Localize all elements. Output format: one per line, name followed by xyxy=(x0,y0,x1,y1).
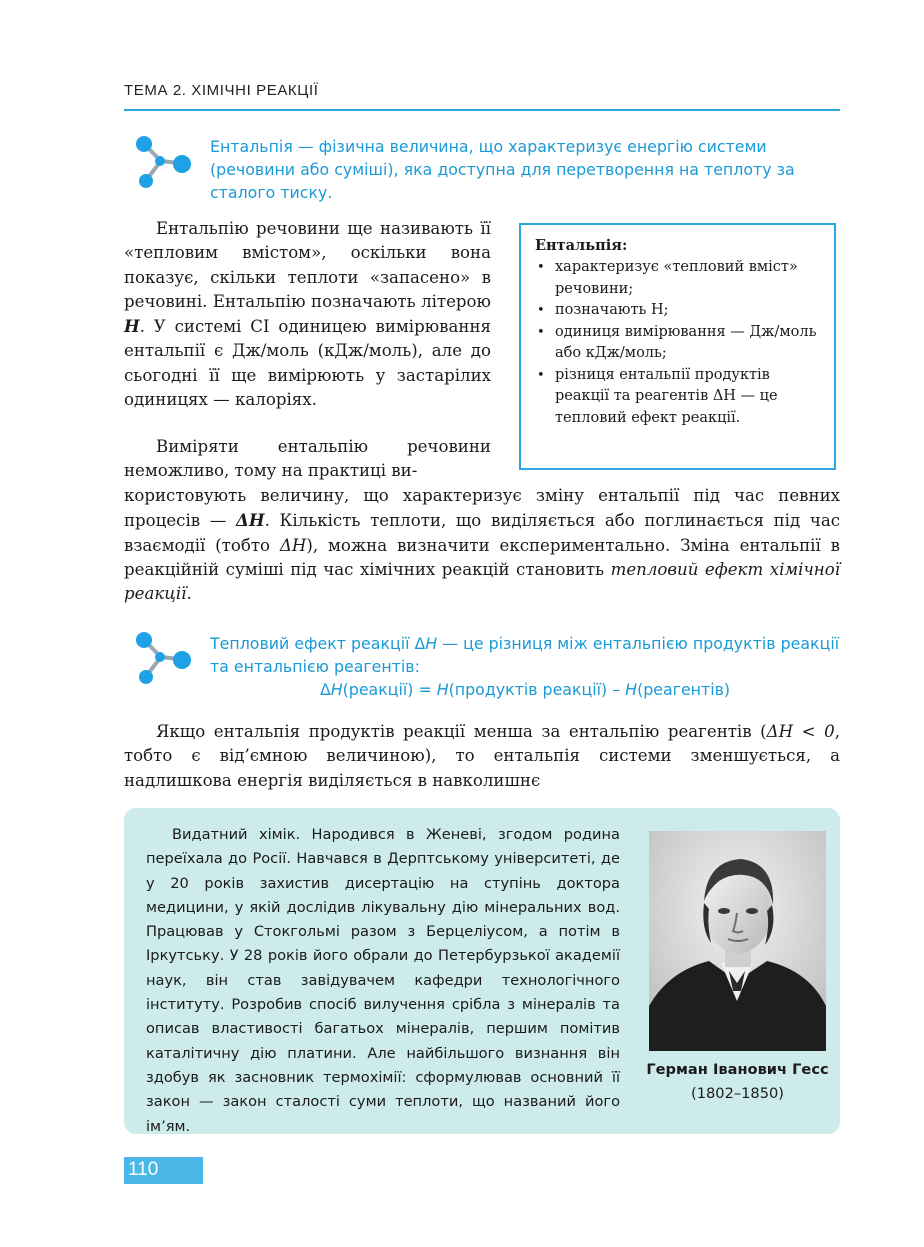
formula-part: (реакції) = xyxy=(342,680,437,699)
biography-text xyxy=(146,823,620,1139)
heat-effect-formula xyxy=(210,678,840,701)
p3-pre: Якщо ентальпія продуктів реакції менша за ентальпію реагентів ( xyxy=(156,722,767,741)
summary-item: • позначають H; xyxy=(535,300,824,322)
def2-pre: Тепловий ефект реакції Δ xyxy=(210,634,426,653)
definition-enthalpy xyxy=(210,135,840,204)
p3-expr: ΔH < 0 xyxy=(766,722,835,741)
formula-h: H xyxy=(625,680,638,699)
def2-sym: H xyxy=(425,634,438,653)
p2-mid: . Кількість теплоти, що виділяється або поглинається під час взаємодії (тобто xyxy=(124,511,840,555)
paragraph-measure: користовують величину, що характеризує зміну ентальпії під час певних процесів — ΔH. Кількість теплоти, що виділяється або поглинається під час взаємодії (тобто ΔH), можна визначити експериментально. Зміна ентальпії в реакційній суміші під час хімічних реакцій становить тепловий ефект хімічної реакції. xyxy=(124,486,840,604)
portrait-image xyxy=(649,831,826,1051)
paragraph-enthalpy-intro xyxy=(124,217,491,412)
paragraph-measure-part1: Виміряти ентальпію речовини неможливо, тому на практиці ви- xyxy=(124,437,491,481)
biography-panel xyxy=(124,808,840,1134)
molecule-icon xyxy=(133,133,193,195)
summary-item: • характеризує «тепловий вміст» речовини; xyxy=(535,257,824,300)
formula-delta: Δ xyxy=(319,680,331,699)
scientist-name: Герман Іванович Гесс xyxy=(646,1061,829,1078)
p3-post: , тобто є від’ємною величиною), то ентальпія системи зменшується, а надлишкова енергія виділяється в навколишнє xyxy=(124,722,840,790)
portrait-illustration xyxy=(649,831,826,1051)
summary-item: • різниця ентальпії продуктів реакції та реагентів ΔH — це тепловий ефект реакції. xyxy=(535,365,824,430)
definition-enthalpy-text: Ентальпія — фізична величина, що характеризує енергію системи (речовини або суміші), яка доступна для перетворення на теплоту за сталого тиску. xyxy=(210,137,795,202)
summary-box-list xyxy=(535,257,824,429)
header-title: ТЕМА 2. ХІМІЧНІ РЕАКЦІЇ xyxy=(124,82,319,99)
biography-paragraph: Видатний хімік. Народився в Женеві, згодом родина переїхала до Росії. Навчався в Дерптському університеті, де у 20 років захистив дисертацію на ступінь доктора медицини, у якій дослідив лікувальну дію мінеральних вод. Працював у Стокгольмі разом з Берцеліусом, а потім в Іркутську. У 28 років його обрали до Петербурзької академії наук, він став завідувачем кафедри технологічного інституту. Розробив спосіб вилучення срібла з мінералів та описав властивості багатьох мінералів, першим помітив каталітичну дію платини. Але найбільшого визнання він здобув як засновник термохімії: сформулював основний її закон — закон сталості суми теплоти, що названий його ім’ям. xyxy=(146,826,620,1135)
p2-symbol2: ΔH xyxy=(279,535,307,555)
p2-italic: тепловий ефект хімічної реакції xyxy=(124,559,840,604)
p1-pre: Ентальпію речовини ще називають її «тепловим вмістом», оскільки вона показує, скільки теплоти «запасено» в речовині. Ентальпію позначають літерою xyxy=(124,219,491,311)
page-number: 110 xyxy=(128,1159,159,1180)
formula-part: (продуктів реакції) – xyxy=(448,680,626,699)
formula-h: H xyxy=(436,680,449,699)
p2-mid2: ), можна визначити експериментально. Зміна ентальпії в реакційній суміші під час хімічних реакцій становить xyxy=(124,535,840,579)
paragraph-negative-enthalpy xyxy=(124,720,840,793)
p1-post: . У системі СІ одиницею вимірювання ентальпії є Дж/моль (кДж/моль), але до сьогодні її ще вимірюють у застарілих одиницях — калоріях. xyxy=(124,317,491,410)
formula-part: (реагентів) xyxy=(637,680,731,699)
enthalpy-summary-box xyxy=(519,223,836,470)
running-header xyxy=(124,79,840,111)
p1-symbol: H xyxy=(124,316,140,337)
def2-post: — це різниця між ентальпією продуктів реакції та ентальпією реагентів: xyxy=(210,634,840,676)
portrait-caption xyxy=(639,1058,836,1106)
summary-item: • одиниця вимірювання — Дж/моль або кДж/моль; xyxy=(535,322,824,365)
scientist-years: (1802–1850) xyxy=(691,1085,784,1102)
formula-h: H xyxy=(330,680,343,699)
page-number-badge xyxy=(124,1157,203,1184)
definition-heat-effect xyxy=(210,632,840,701)
p2-end: . xyxy=(186,584,192,604)
summary-box-title: Ентальпія: xyxy=(535,237,628,254)
molecule-icon xyxy=(133,629,193,691)
p2-symbol: ΔH xyxy=(236,510,265,531)
